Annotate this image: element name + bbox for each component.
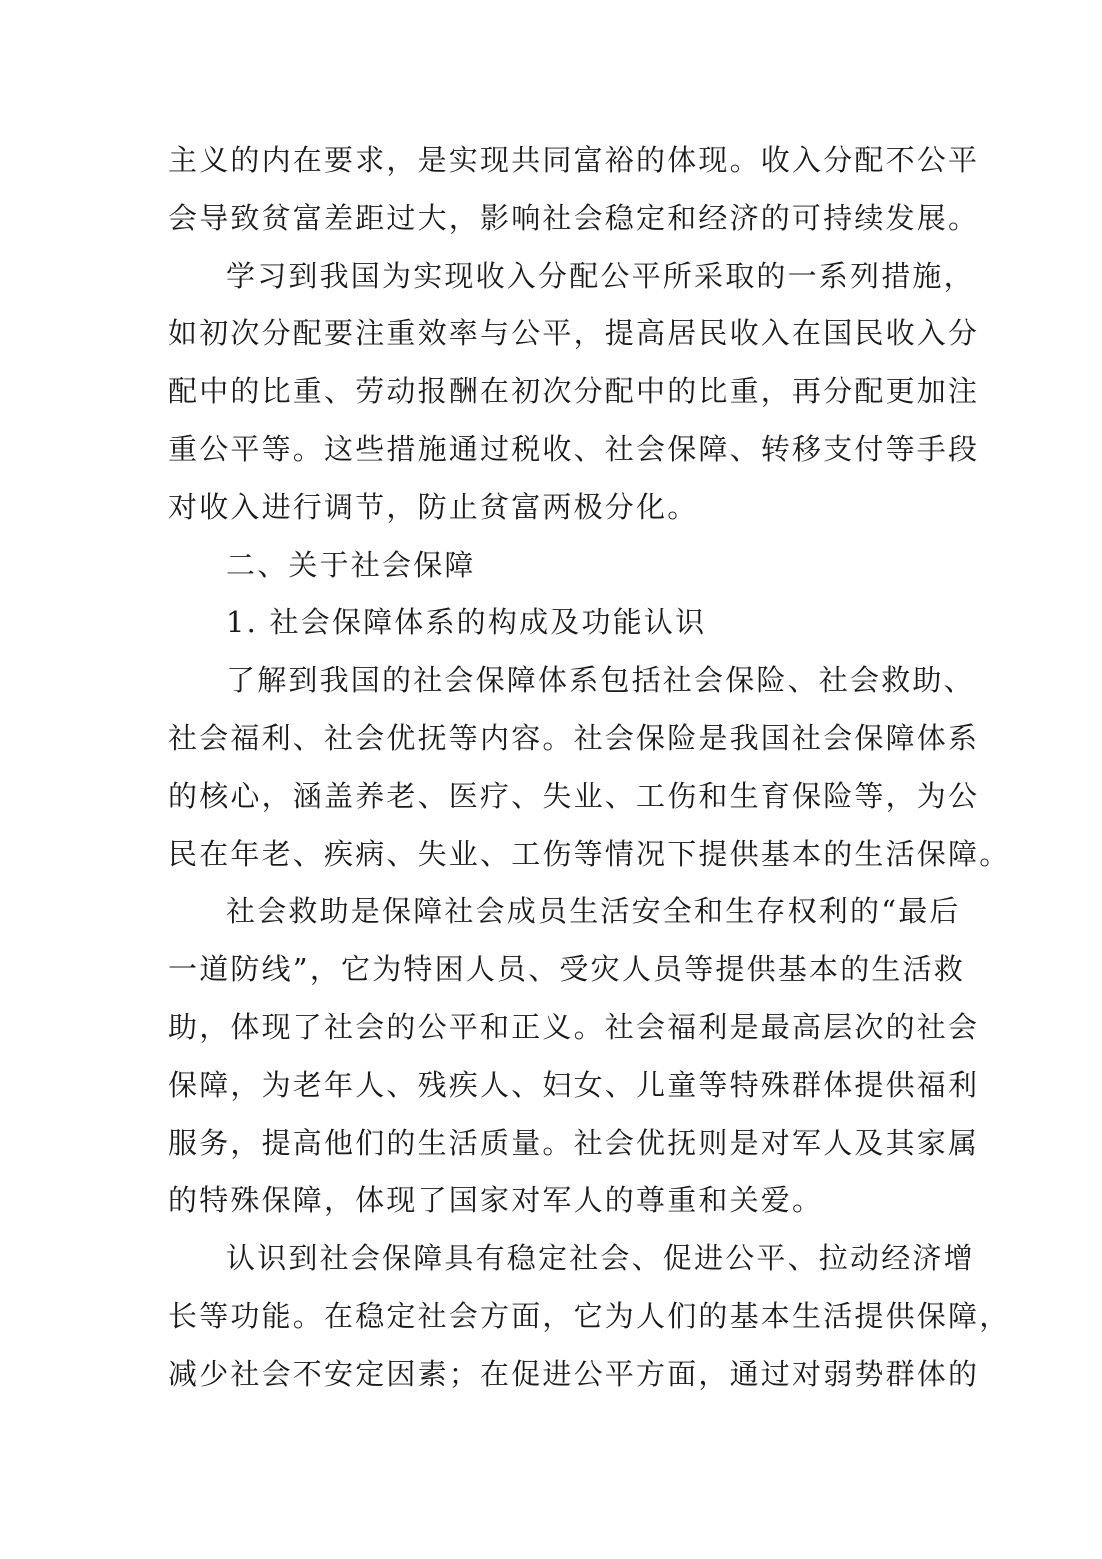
text-line: 了解到我国的社会保障体系包括社会保险、社会救助、 [226, 663, 975, 698]
text-line: 配中的比重、劳动报酬在初次分配中的比重，再分配更加注 [168, 374, 980, 409]
text-line: 认识到社会保障具有稳定社会、促进公平、拉动经济增 [226, 1241, 975, 1276]
text-line: 长等功能。在稳定社会方面，它为人们的基本生活提供保障， [168, 1298, 1011, 1333]
subsection-heading: 1. 社会保障体系的构成及功能认识 [226, 605, 707, 640]
text-line: 的核心，涵盖养老、医疗、失业、工伤和生育保险等，为公 [168, 778, 980, 813]
document-body [168, 132, 1011, 1404]
section-heading: 二、关于社会保障 [226, 547, 476, 582]
text-line: 如初次分配要注重效率与公平，提高居民收入在国民收入分 [168, 316, 980, 351]
text-line: 的特殊保障，体现了国家对军人的尊重和关爱。 [168, 1183, 824, 1218]
text-line: 助，体现了社会的公平和正义。社会福利是最高层次的社会 [168, 1009, 980, 1044]
text-line: 社会福利、社会优抚等内容。社会保险是我国社会保障体系 [168, 720, 980, 755]
text-line: 减少社会不安定因素；在促进公平方面，通过对弱势群体的 [168, 1356, 980, 1391]
text-line: 民在年老、疾病、失业、工伤等情况下提供基本的生活保障。 [168, 836, 1011, 871]
text-line: 保障，为老年人、残疾人、妇女、儿童等特殊群体提供福利 [168, 1067, 980, 1102]
text-line: 社会救助是保障社会成员生活安全和生存权利的“最后 [226, 894, 961, 929]
text-line: 服务，提高他们的生活质量。社会优抚则是对军人及其家属 [168, 1125, 980, 1160]
text-line: 主义的内在要求，是实现共同富裕的体现。收入分配不公平 [168, 143, 980, 177]
text-line: 一道防线”，它为特困人员、受灾人员等提供基本的生活救 [168, 952, 966, 987]
text-line: 重公平等。这些措施通过税收、社会保障、转移支付等手段 [168, 431, 980, 466]
text-line: 对收入进行调节，防止贫富两极分化。 [168, 489, 699, 524]
text-line: 会导致贫富差距过大，影响社会稳定和经济的可持续发展。 [168, 200, 980, 235]
text-line: 学习到我国为实现收入分配公平所采取的一系列措施， [226, 258, 975, 293]
